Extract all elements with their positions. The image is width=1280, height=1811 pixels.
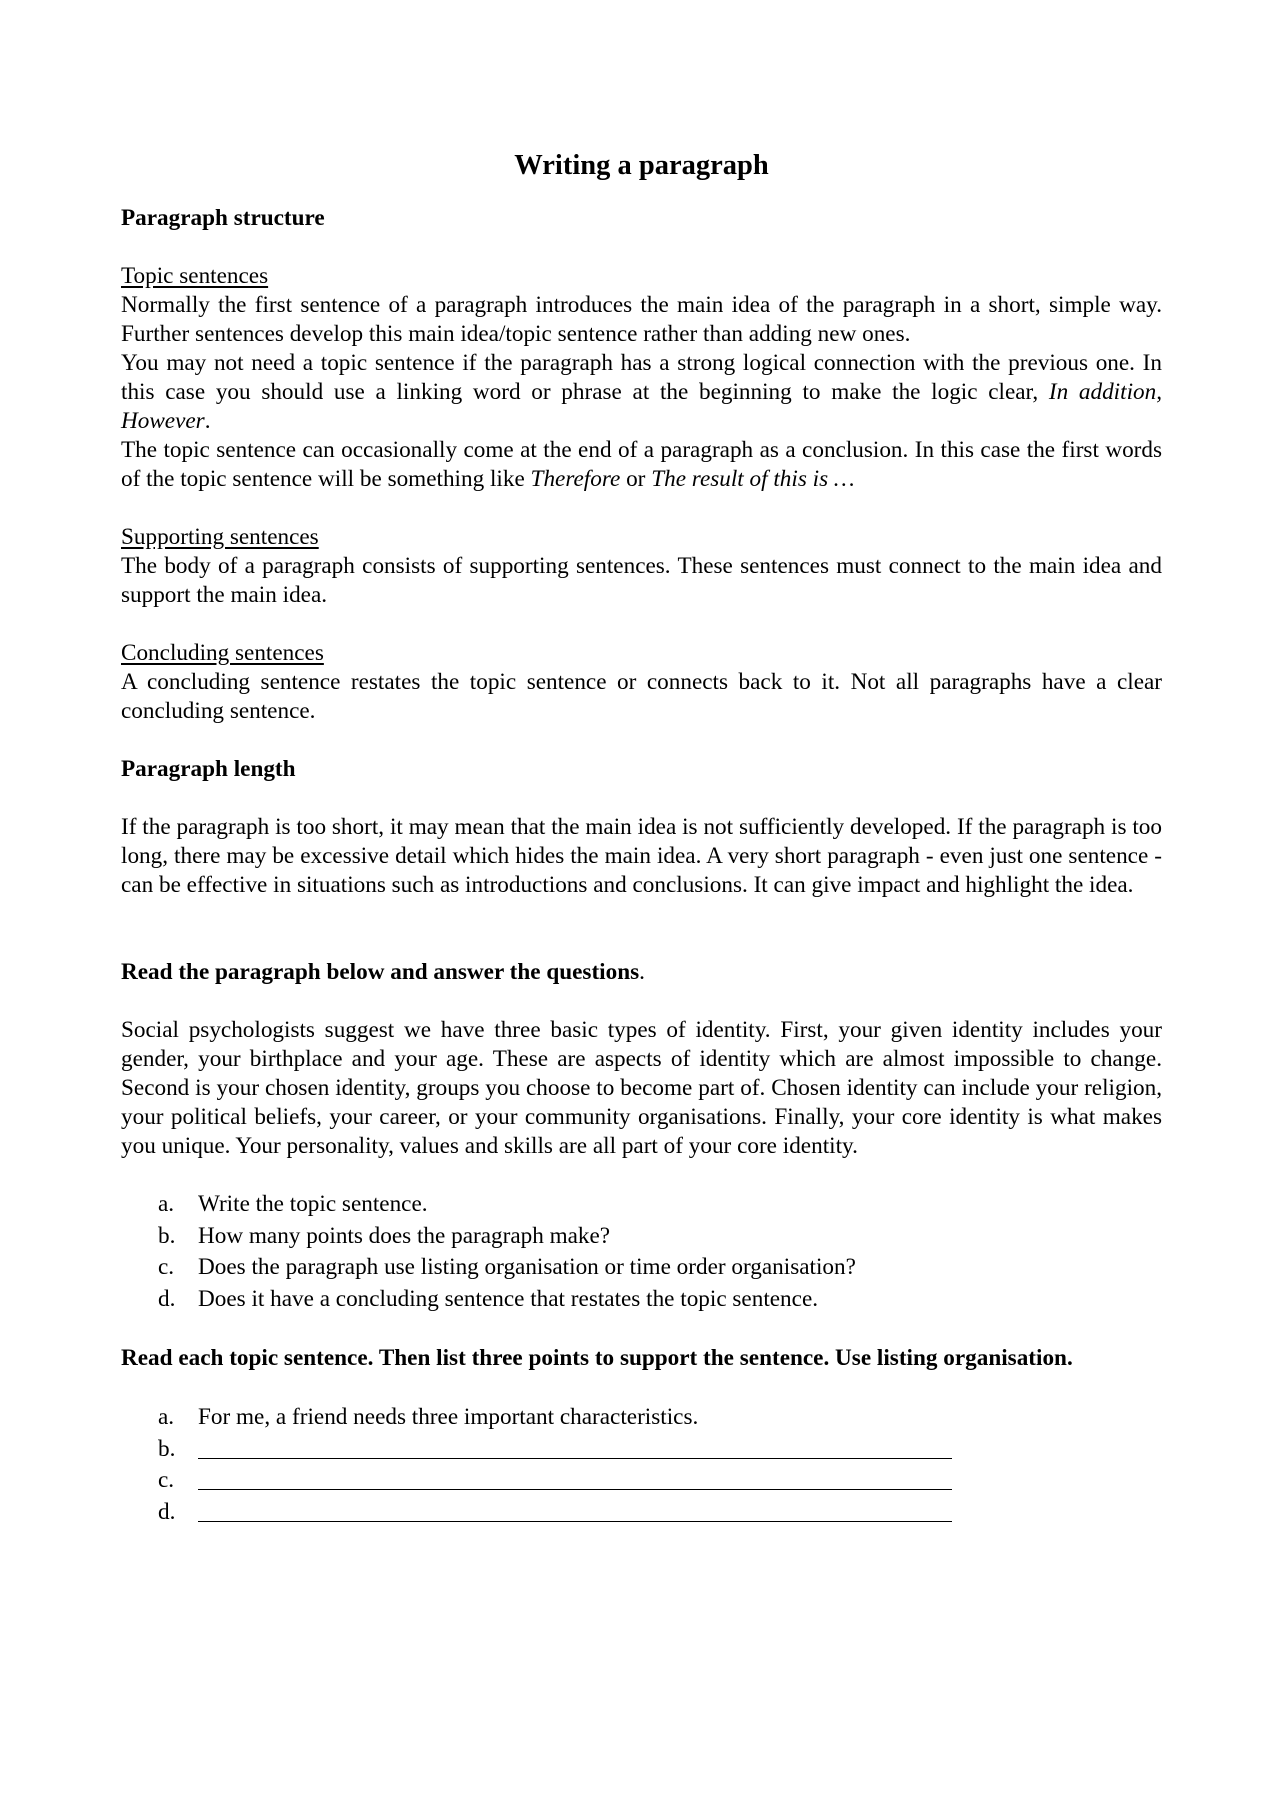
topic-example-linking: In addition, However [121, 379, 1162, 434]
topic-example-therefore: Therefore [530, 466, 621, 492]
topic-paragraph-1: Normally the first sentence of a paragraph introduces the main idea of the paragraph in a short, simple way. Further sentences develop this main idea/topic sentence rather than adding new ones. [121, 292, 1162, 347]
concluding-sentences-heading: Concluding sentences [121, 640, 324, 666]
list-item: b. How many points does the paragraph make? [158, 1222, 611, 1249]
topic-sentences-heading: Topic sentences [121, 263, 269, 289]
exercise1-questions [121, 1189, 1162, 1315]
exercise2-instruction: Read each topic sentence. Then list three points to support the sentence. Use listing organisation. [121, 1345, 1073, 1371]
exercise1-instruction: Read the paragraph below and answer the questions. [121, 959, 645, 985]
topic-example-result: The result of this is … [651, 466, 855, 492]
concluding-paragraph: A concluding sentence restates the topic sentence or connects back to it. Not all paragraphs have a clear concluding sentence. [121, 669, 1162, 724]
list-item: a. Write the topic sentence. [158, 1191, 428, 1217]
length-paragraph: If the paragraph is too short, it may mean that the main idea is not sufficiently developed. If the paragraph is too long, there may be excessive detail which hides the main idea. A very short paragraph - even just one sentence - can be effective in situations such as introductions and conclusions. It can give impact and highlight the idea. [121, 814, 1162, 898]
answer-blank-b[interactable] [198, 1434, 952, 1459]
exercise1-passage: Social psychologists suggest we have three basic types of identity. First, your given identity includes your gender, your birthplace and your age. These are aspects of identity which are almost impossible to change. Second is your chosen identity, groups you choose to become part of. Chosen identity can include your religion, your political beliefs, your career, or your community organisations. Finally, your core identity is what makes you unique. Your personality, values and skills are all part of your core identity. [121, 1017, 1162, 1159]
supporting-sentences-heading: Supporting sentences [121, 524, 319, 550]
structure-heading: Paragraph structure [121, 205, 325, 231]
length-heading: Paragraph length [121, 756, 296, 782]
list-item: b. [158, 1434, 1162, 1466]
exercise2-items [121, 1402, 1162, 1528]
list-item: c. [158, 1465, 1162, 1497]
topic-paragraph-3: The topic sentence can occasionally come at the end of a paragraph as a conclusion. In this case the first words of the topic sentence will be something like Therefore or The result of this is … [121, 437, 1162, 492]
topic-paragraph-2: You may not need a topic sentence if the paragraph has a strong logical connection with the previous one. In this case you should use a linking word or phrase at the beginning to make the logic clear, In addition, However. [121, 350, 1162, 434]
list-item: d. [158, 1497, 1162, 1529]
list-item: d. Does it have a concluding sentence that restates the topic sentence. [158, 1285, 819, 1312]
supporting-paragraph: The body of a paragraph consists of supporting sentences. These sentences must connect to the main idea and support the main idea. [121, 553, 1162, 608]
list-item: a. For me, a friend needs three important characteristics. [158, 1404, 699, 1430]
answer-blank-d[interactable] [198, 1497, 952, 1522]
answer-blank-c[interactable] [198, 1465, 952, 1490]
page-title: Writing a paragraph [514, 150, 769, 181]
list-item: c. Does the paragraph use listing organisation or time order organisation? [158, 1254, 856, 1280]
